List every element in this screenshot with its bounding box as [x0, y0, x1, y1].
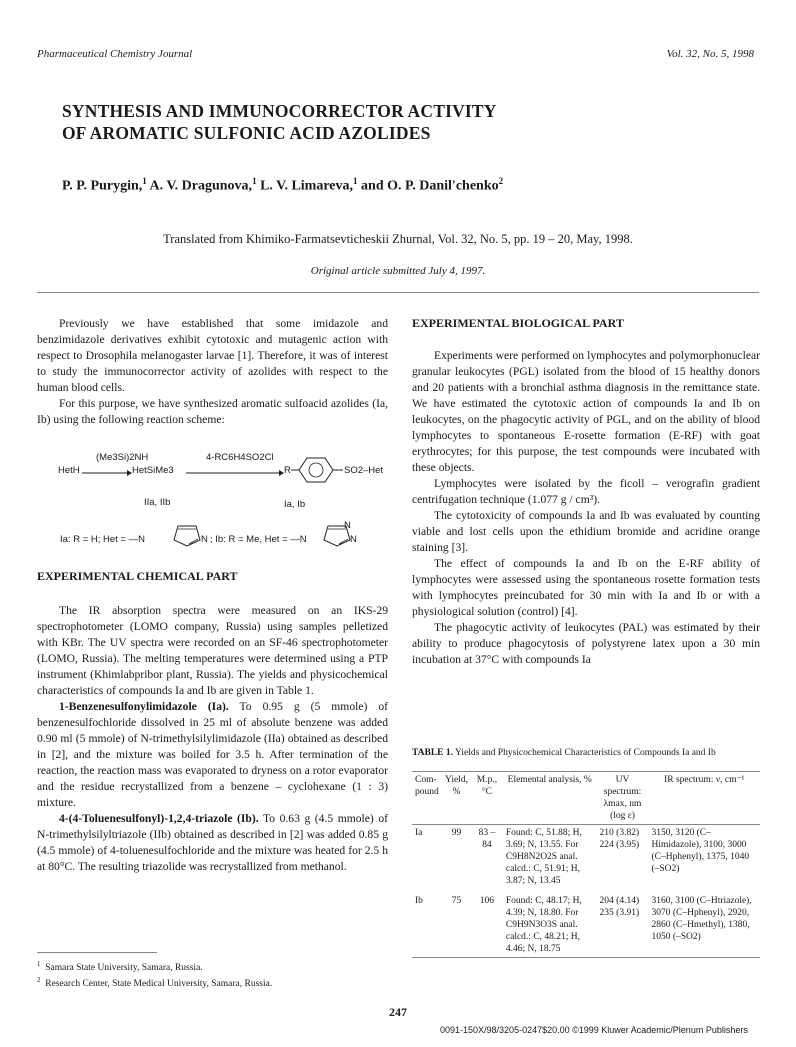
- footnote-rule: [37, 952, 157, 953]
- footnotes: [37, 958, 387, 990]
- synthesis-ia-paragraph: 1-Benzenesulfonylimidazole (Ia). To 0.95 g (5 mmole) of benzenesulfochloride dissolved in 25 ml of absolute benzene was added 0.90 ml (5 mmole) of N-trimethylsilylimidazole (IIa) obtained as described in [2], and the mixture was boiled for 3.5 h. After termination of the reaction, the reaction mass was evaporated to dryness on a rotor evaporator and the residue recrystallized from a benzene – cyclohexane (1 : 3) mixture.: [37, 700, 388, 809]
- bio-paragraph: The cytotoxicity of compounds Ia and Ib was evaluated by counting viable and lost cells upon the ethidium bromide and acridine orange staining [3].: [412, 509, 760, 554]
- intermediate: HetSiMe3: [132, 465, 174, 476]
- table-row: [412, 827, 760, 887]
- cell-mp: 83 – 84: [478, 828, 496, 850]
- cell-ir: 3160, 3100 (C–Htriazole), 3070 (C–Hphenyl), 2920, 2860 (C–Hmethyl), 1380, 1050 (–SO2): [651, 896, 752, 942]
- compound-ia-heading: 1-Benzenesulfonylimidazole (Ia).: [59, 700, 229, 713]
- cell-mp: 106: [479, 896, 495, 906]
- table-header-row: [412, 774, 760, 822]
- page-number: 247: [389, 1005, 407, 1019]
- header-uv: UV spectrum: λmax, nm (log ε): [603, 775, 642, 821]
- reagent-sulfochloride: 4-RC6H4SO2Cl: [206, 452, 274, 463]
- affiliation-mark: 1: [142, 176, 147, 186]
- author-3: L. V. Limareva,: [256, 178, 354, 194]
- reaction-arrow: [186, 470, 284, 476]
- author-list: [62, 176, 503, 195]
- reaction-scheme: [58, 452, 384, 562]
- ring-nitrogen: N: [350, 534, 357, 545]
- ring-nitrogen: N: [201, 534, 208, 545]
- table-top-rule: [412, 771, 760, 772]
- cell-compound: Ia: [415, 828, 423, 838]
- intro-section: [37, 316, 388, 428]
- chemical-section: [37, 603, 388, 875]
- imidazole-ring-icon: [170, 520, 204, 548]
- title-line-2: OF AROMATIC SULFONIC ACID AZOLIDES: [62, 123, 431, 143]
- legend-ia: Ia: R = H; Het = —N: [60, 534, 145, 545]
- header-ir: IR spectrum: ν, cm⁻¹: [664, 775, 745, 785]
- section-heading-biological: EXPERIMENTAL BIOLOGICAL PART: [412, 316, 624, 330]
- header-yield: Yield, %: [444, 775, 468, 797]
- biological-section: [412, 348, 760, 668]
- author-4: and O. P. Danil'chenko: [357, 178, 499, 194]
- compound-ib-heading: 4-(4-Toluenesulfonyl)-1,2,4-triazole (Ib).: [59, 812, 259, 825]
- methods-paragraph: The IR absorption spectra were measured on an IKS-29 spectrophotometer (LOMO company, Russia) using samples pelletized with KBr. The UV spectra were recorded on an SF-46 spectrophotometer (LOMO, Russia). The melting temperatures were determined using a PTP instrument (Khimlabpribor plant, Russia). The yields and physicochemical characteristics of compounds Ia and Ib are given in Table 1.: [37, 604, 388, 697]
- cell-compound: Ib: [415, 896, 423, 906]
- author-2: A. V. Dragunova,: [146, 178, 253, 194]
- substituent-r: R: [284, 465, 291, 476]
- data-table: [412, 774, 760, 958]
- benzene-ring-icon: [291, 454, 343, 486]
- header-compound: Com- pound: [415, 775, 439, 797]
- intro-paragraph: Previously we have established that some imidazole and benzimidazole derivatives exhibit cytotoxic and mutagenic action with respect to Drosophila melanogaster larvae [1]. Therefore, it was of interest to study the immunocorrector activity of azolides with respect to the human blood cells.: [37, 317, 388, 394]
- legend-ib: ; Ib: R = Me, Het = —N: [210, 534, 307, 545]
- affiliation-mark: 1: [252, 176, 257, 186]
- intro-paragraph: For this purpose, we have synthesized aromatic sulfoacid azolides (Ia, Ib) using the following reaction scheme:: [37, 397, 388, 426]
- paper-title: [62, 100, 622, 144]
- header-elemental: Elemental analysis, %: [507, 775, 592, 785]
- synthesis-ib-paragraph: 4-(4-Toluenesulfonyl)-1,2,4-triazole (Ib). To 0.63 g (4.5 mmole) of N-trimethylsilyltriazole (IIb) obtained as described in [2] was added 0.85 g (4.5 mmole) of 4-toluenesulfochloride and the mixture was heated for 2.5 h at 80°C. The resulting triazolide was recrystallized from methanol.: [37, 812, 388, 873]
- cell-uv: 204 (4.14) 235 (3.91): [599, 896, 640, 918]
- bio-paragraph: Experiments were performed on lymphocytes and polymorphonuclear granular leukocytes (PGL) isolated from the blood of 15 healthy donors and 20 patients with a bronchial asthma diagnosis in the remittance state. We have estimated the cytotoxic action of compounds Ia and Ib on leukocytes, on the phagocytic activity of PGL, and on the ability of blood lymphocytes to spontaneous E-rosette formation (E-RF) with goat erythrocytes; for this purpose, the test compounds were incubated with these objects.: [412, 349, 760, 474]
- cell-elemental: Found: C, 48.17; H, 4.39; N, 18.80. For C9H9N3O3S anal. calcd.: C, 48.21; H, 4.46; N, 18.75: [505, 896, 582, 954]
- cell-elemental: Found: C, 51.88; H, 3.69; N, 13.55. For C9H8N2O2S anal. calcd.: C, 51.91; H, 3.87; N, 13.45: [505, 828, 582, 886]
- table-caption: TABLE 1. Yields and Physicochemical Characteristics of Compounds Ia and Ib: [412, 748, 716, 758]
- journal-name: Pharmaceutical Chemistry Journal: [37, 48, 193, 60]
- bio-paragraph: The phagocytic activity of leukocytes (PAL) was estimated by their ability to produce phagocytosis of polystyrene latex upon a 30 min incubation at 37°C with compounds Ia: [412, 621, 760, 666]
- affiliation-mark: 1: [353, 176, 358, 186]
- author-1: P. P. Purygin,: [62, 178, 143, 194]
- intermediate-label: IIa, IIb: [144, 497, 171, 508]
- volume-info: Vol. 32, No. 5, 1998: [666, 48, 754, 60]
- cell-uv: 210 (3.82) 224 (3.95): [599, 828, 640, 850]
- header-rule: [37, 292, 759, 293]
- table-1: [412, 771, 760, 958]
- ring-nitrogen: N: [344, 520, 351, 531]
- translation-note: Translated from Khimiko-Farmatsevticheskii Zhurnal, Vol. 32, No. 5, pp. 19 – 20, May, 1998.: [163, 232, 633, 246]
- reagent-silazane: (Me3Si)2NH: [96, 452, 149, 463]
- reaction-arrow: [82, 470, 132, 476]
- section-heading-chemical: EXPERIMENTAL CHEMICAL PART: [37, 569, 238, 583]
- cell-yield: 75: [451, 896, 462, 906]
- affiliation-mark: 2: [498, 176, 504, 186]
- cell-ir: 3150, 3120 (C–Himidazole), 3100, 3000 (C–Hphenyl), 1375, 1040 (–SO2): [651, 828, 750, 874]
- submission-date: Original article submitted July 4, 1997.: [310, 265, 486, 277]
- table-header-rule: [412, 824, 760, 825]
- title-line-1: SYNTHESIS AND IMMUNOCORRECTOR ACTIVITY: [62, 101, 497, 121]
- bio-paragraph: The effect of compounds Ia and Ib on the E-RF ability of lymphocytes were assessed using the spontaneous rosette formation tests with lymphocytes preincubated for 30 min with Ia and Ib or with a physiological solution (control) [4].: [412, 557, 760, 618]
- footnote-2: $^2$ Research Center, State Medical University, Samara, Russia.: [37, 976, 273, 990]
- copyright-line: 0091-150X/98/3205-0247$20.00 ©1999 Kluwer Academic/Plenum Publishers: [440, 1025, 748, 1035]
- footnote-1: $^1$ Samara State University, Samara, Russia.: [37, 960, 203, 974]
- cell-yield: 99: [451, 828, 462, 838]
- sulfonyl-het: SO2–Het: [344, 465, 384, 476]
- header-mp: M.p., °C: [476, 775, 498, 797]
- start-material: HetH: [58, 465, 80, 476]
- bio-paragraph: Lymphocytes were isolated by the ficoll – verografin gradient centrifugation technique (1.077 g / cm³).: [412, 477, 760, 506]
- table-row: [412, 895, 760, 955]
- table-bottom-rule: [412, 957, 760, 958]
- product-label: Ia, Ib: [284, 499, 306, 510]
